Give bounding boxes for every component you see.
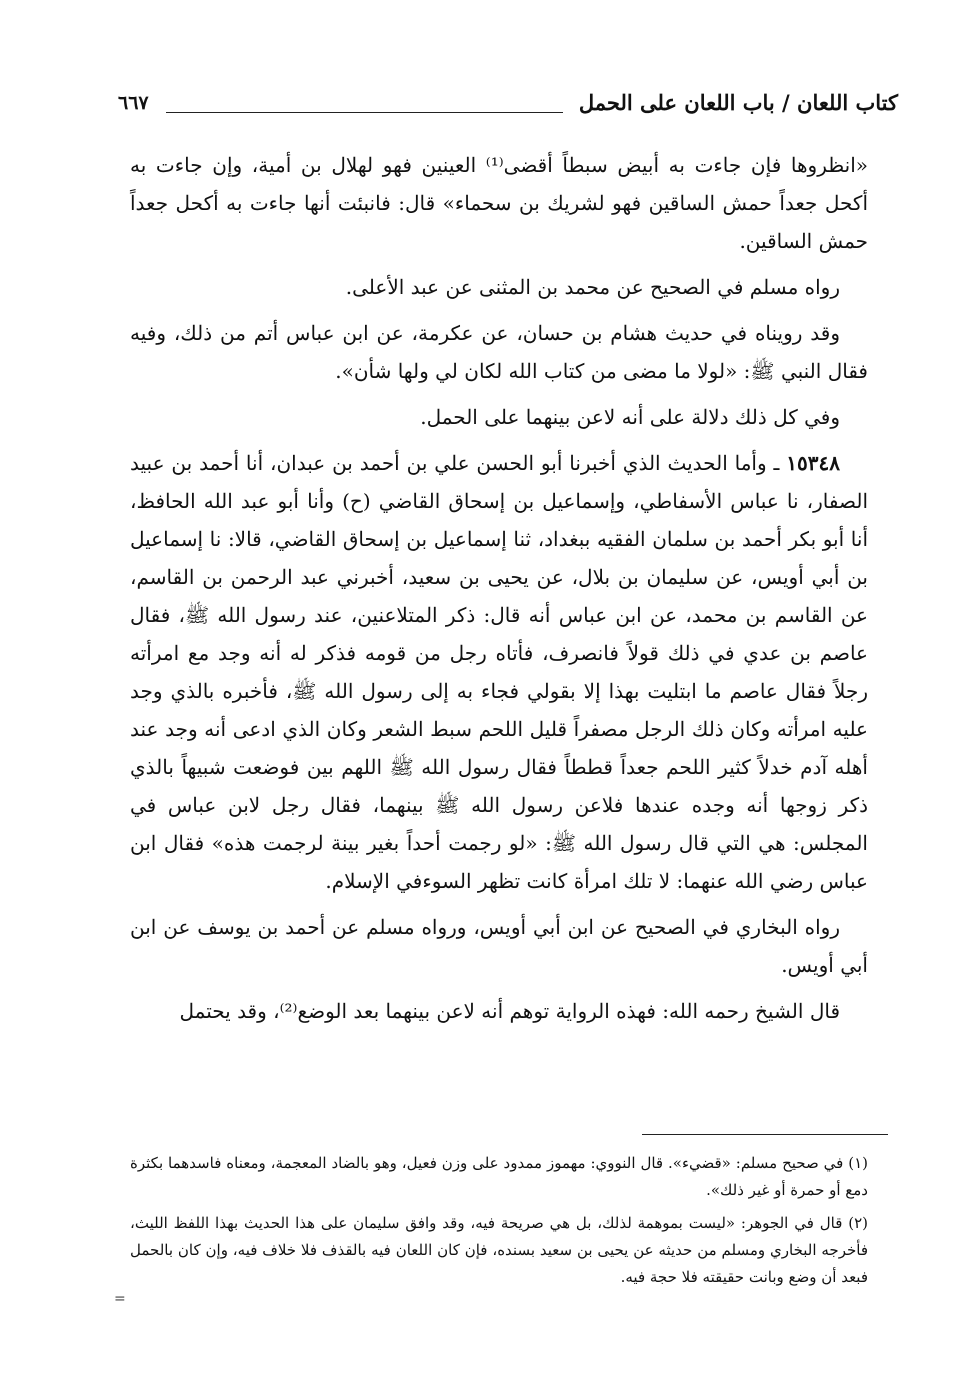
- footnote-1: (١) في صحيح مسلم: «قضيء». قال النووي: مهموز ممدود على وزن فعيل، وهو بالضاد المعجمة، ومعناه فاسدهما بكثرة دمع أو حمرة أو غير ذلك».: [130, 1154, 868, 1199]
- paragraph-1: «انظروها فإن جاءت به أبيض سبطاً أقضى⁽¹⁾ العينين فهو لهلال بن أمية، وإن جاءت به أكحل جعداً حمش الساقين فهو لشريك بن سحماء» قال: فانبئت أنها جاءت به أكحل جعداً حمش الساقين.: [130, 153, 868, 253]
- footnotes: [130, 1150, 868, 1297]
- footnote-rule: [642, 1134, 888, 1135]
- margin-mark: =: [114, 1291, 126, 1307]
- paragraph-3: وقد رويناه في حديث هشام بن حسان، عن عكرمة، عن ابن عباس أتم من ذلك، وفيه فقال النبي ﷺ: «لولا ما مضى من كتاب الله لكان لي ولها شأن».: [130, 321, 868, 383]
- paragraph-4: وفي كل ذلك دلالة على أنه لاعن بينهما على الحمل.: [420, 405, 840, 429]
- paragraph-6: رواه البخاري في الصحيح عن ابن أبي أويس، ورواه مسلم عن أحمد بن يوسف عن ابن أبي أويس.: [130, 915, 868, 977]
- paragraph-2: رواه مسلم في الصحيح عن محمد بن المثنى عن عبد الأعلى.: [345, 275, 840, 299]
- header-rule: [166, 112, 563, 113]
- running-header: [118, 88, 898, 128]
- footnote-2: (٢) قال في الجوهر: «ليست بموهمة لذلك، بل هي صريحة فيه، وقد وافق سليمان على هذا الحديث بهذا اللفظ الليث، فأخرجه البخاري ومسلم من حديثه عن يحيى بن سعيد بسنده، فإن كان اللعان فيه بالقذف فلا خلاف فيه، وإن كان بالحمل فبعد أن وضع وبانت حقيقته فلا حجة فيه.: [130, 1214, 868, 1286]
- hadith-text: ـ وأما الحديث الذي أخبرنا أبو الحسن علي بن أحمد بن عبدان، أنا أحمد بن عبيد الصفار، نا عباس الأسفاطي، وإسماعيل بن إسحاق القاضي (ح) وأنا أبو عبد الله الحافظ، أنا أبو بكر أحمد بن سلمان الفقيه ببغداد، ثنا إسماعيل بن إسحاق القاضي، قالا: نا إسماعيل بن أبي أويس، عن سليمان بن بلال، عن يحيى بن سعيد، أخبرني عبد الرحمن بن القاسم، عن القاسم بن محمد، عن ابن عباس أنه قال: ذكر المتلاعنين، عند رسول الله ﷺ، فقال عاصم بن عدي في ذلك قولاً فانصرف، فأتاه رجل من قومه فذكر له أنه وجد مع امرأته رجلاً فقال عاصم ما ابتليت بهذا إلا بقولي فجاء به إلى رسول الله ﷺ، فأخبره بالذي وجد عليه امرأته وكان ذلك الرجل مصفراً قليل اللحم سبط الشعر وكان الذي ادعى أنه وجد عند أهله آدم خدلاً كثير اللحم جعداً قططاً فقال رسول الله ﷺ اللهم بين فوضعت شبيهاً بالذي ذكر زوجها أنه وجده عندها فلاعن رسول الله ﷺ بينهما، فقال رجل لابن عباس في المجلس: هي التي قال رسول الله ﷺ: «لو رجمت أحداً بغير بينة لرجمت هذه» فقال ابن عباس رضي الله عنهما: لا تلك امرأة كانت تظهر السوءفي الإسلام.: [130, 451, 868, 893]
- page-number: ٦٦٧: [118, 92, 149, 114]
- hadith-number: ١٥٣٤٨: [786, 451, 840, 475]
- paragraph-7: قال الشيخ رحمه الله: فهذه الرواية توهم أنه لاعن بينهما بعد الوضع⁽²⁾، وقد يحتمل: [179, 999, 840, 1023]
- hadith-paragraph: [130, 444, 868, 900]
- main-text: [130, 146, 868, 1038]
- chapter-title: كتاب اللعان / باب اللعان على الحمل: [578, 90, 898, 115]
